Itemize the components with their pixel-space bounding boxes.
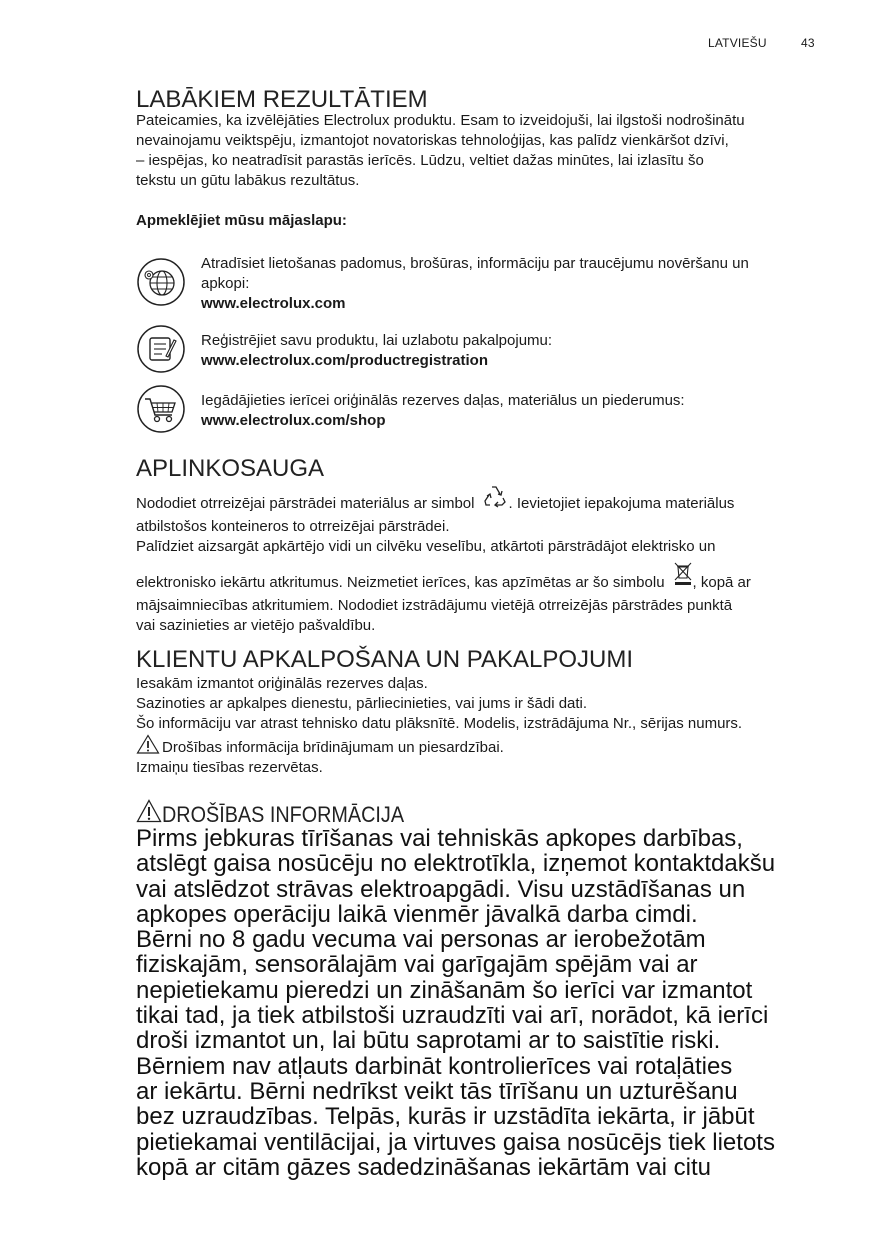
environment-paragraph [136, 484, 836, 636]
link-description: apkopi: [201, 275, 250, 292]
cart-icon [136, 384, 186, 434]
warning-icon [136, 799, 162, 823]
safety-title-text: DROŠĪBAS INFORMĀCIJA [162, 802, 405, 827]
service-line: Iesakām izmantot oriģinālās rezerves daļas. [136, 675, 428, 692]
safety-line: vai atslēdzot strāvas elektroapgādi. Visu uzstādīšanas un [136, 875, 746, 903]
service-line: Izmaiņu tiesības rezervētas. [136, 759, 323, 776]
safety-line: Pirms jebkuras tīrīšanas vai tehniskās apkopes darbības, [136, 825, 743, 852]
safety-line: tikai tad, ja tiek atbilstoši uzraudzīti vai arī, norādot, kā ierīci [136, 1002, 769, 1030]
safety-line: kopā ar citām gāzes sadedzināšanas iekārtām vai citu [136, 1153, 711, 1181]
service-line [136, 734, 836, 758]
service-text: Drošības informācija brīdinājumam un piesardzībai. [162, 739, 504, 756]
registration-link[interactable]: www.electrolux.com/productregistration [201, 352, 488, 369]
link-description: Reģistrējiet savu produktu, lai uzlabotu pakalpojumu: [201, 332, 553, 349]
registration-icon [136, 324, 186, 374]
intro-title: LABĀKIEM REZULTĀTIEM [136, 86, 428, 113]
safety-line: Bērniem nav atļauts darbināt kontrolierīces vai rotaļāties [136, 1052, 733, 1080]
link-description: Atradīsiet lietošanas padomus, brošūras, informāciju par traucējumu novēršanu un [201, 255, 749, 272]
intro-line: tekstu un gūtu labākus rezultātus. [136, 172, 360, 189]
safety-line: nepietiekamu pieredzi un zināšanām šo ierīci var izmantot [136, 976, 753, 1004]
environment-title: APLINKOSAUGA [136, 455, 325, 482]
environment-line: mājsaimniecības atkritumiem. Nododiet izstrādājumu vietējā otrreizējās pārstrādes punktā [136, 597, 733, 614]
page-number: 43 [801, 36, 815, 50]
wheelie-bin-crossed-icon [673, 561, 693, 587]
intro-paragraph [136, 111, 836, 191]
environment-line [136, 561, 836, 596]
environment-text: elektronisko iekārtu atkritumus. Neizmetiet ierīces, kas apzīmētas ar šo simbolu [136, 574, 665, 591]
service-title: KLIENTU APKALPOŠANA UN PAKALPOJUMI [136, 646, 634, 673]
environment-line: Palīdziet aizsargāt apkārtējo vidi un cilvēku veselību, atkārtoti pārstrādājot elektrisko un [136, 538, 716, 555]
service-line: Šo informāciju var atrast tehnisko datu plāksnītē. Modelis, izstrādājuma Nr., sērijas numurs. [136, 715, 743, 732]
link-text [201, 331, 821, 371]
warning-icon [136, 734, 160, 754]
safety-line: ar iekārtu. Bērni nedrīkst veikt tās tīrīšanu un uzturēšanu [136, 1077, 738, 1105]
link-text [201, 391, 821, 431]
environment-text: , kopā ar [692, 574, 751, 591]
safety-line: droši izmantot un, lai būtu saprotami ar to saistītie riski. [136, 1027, 721, 1055]
safety-line: apkopes operāciju laikā vienmēr jāvalkā darba cimdi. [136, 900, 698, 928]
service-line: Sazinoties ar apkalpes dienestu, pārliecinieties, vai jums ir šādi dati. [136, 695, 588, 712]
visit-label: Apmeklējiet mūsu mājaslapu: [136, 212, 347, 229]
intro-line: – iespējas, ko neatradīsit parastās ierīcēs. Lūdzu, veltiet dažas minūtes, lai izlasītu šo [136, 152, 704, 169]
safety-paragraph [136, 826, 836, 1180]
shop-link[interactable]: www.electrolux.com/shop [201, 412, 386, 429]
link-text [201, 254, 821, 314]
environment-line [136, 484, 836, 517]
environment-line: atbilstošos konteineros to otrreizējai pārstrādei. [136, 518, 450, 535]
environment-text: Nododiet otrreizējai pārstrādei materiālus ar simbol [136, 495, 475, 512]
safety-line: fiziskajām, sensorālajām vai garīgajām spējām vai ar [136, 951, 698, 979]
website-link[interactable]: www.electrolux.com [201, 295, 346, 312]
safety-line: bez uzraudzības. Telpās, kurās ir uzstādīta iekārta, ir jābūt [136, 1103, 755, 1131]
safety-title [136, 799, 431, 828]
header-language: LATVIEŠU [708, 36, 767, 50]
intro-line: Pateicamies, ka izvēlējāties Electrolux produktu. Esam to izveidojuši, lai ilgstoši nodrošinātu [136, 112, 745, 129]
safety-line: atslēgt gaisa nosūcēju no elektrotīkla, izņemot kontaktdakšu [136, 850, 776, 878]
environment-line: vai sazinieties ar vietējo pašvaldību. [136, 617, 376, 634]
intro-line: nevainojamu veiktspēju, izmantojot novatoriskas tehnoloģijas, kas palīdz vienkāršot dzīvi, [136, 132, 729, 149]
recycle-icon [482, 484, 508, 508]
service-paragraph [136, 674, 836, 778]
globe-icon [136, 257, 186, 307]
safety-line: Bērni no 8 gadu vecuma vai personas ar ierobežotām [136, 926, 706, 954]
environment-text: . Ievietojiet iepakojuma materiālus [508, 495, 735, 512]
link-description: Iegādājieties ierīcei oriģinālās rezerves daļas, materiālus un piederumus: [201, 392, 685, 409]
safety-line: pietiekamai ventilācijai, ja virtuves gaisa nosūcējs tiek lietots [136, 1128, 775, 1156]
